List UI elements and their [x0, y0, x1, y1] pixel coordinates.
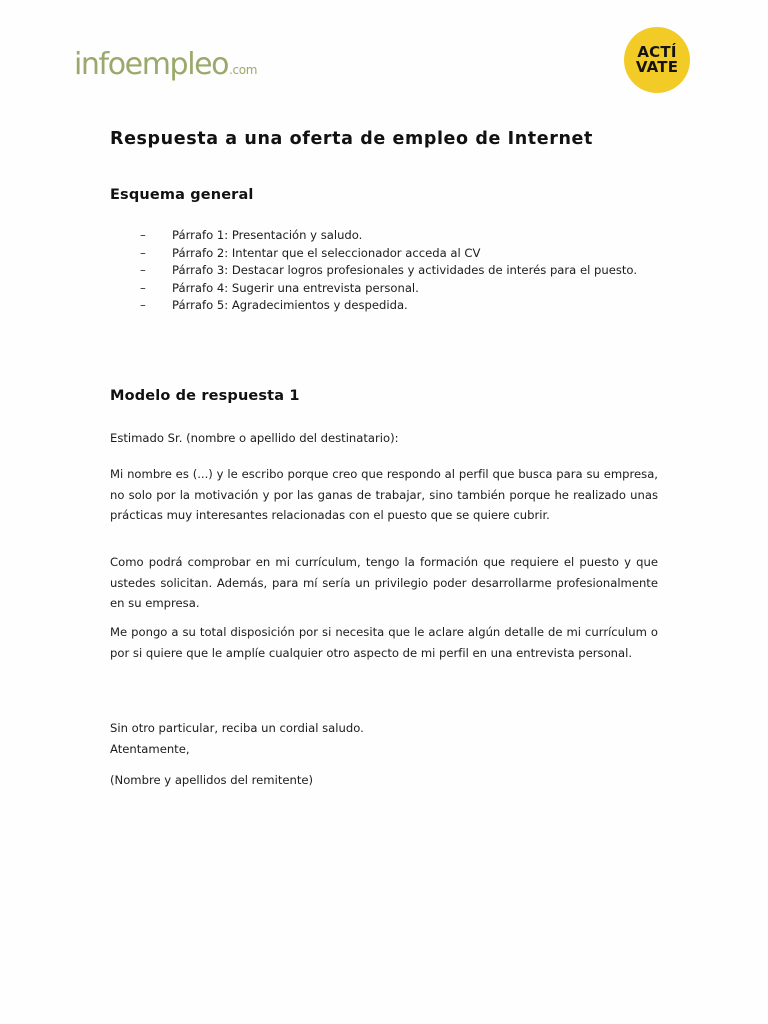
list-item [130, 245, 670, 263]
list-item [130, 227, 670, 245]
page-title: Respuesta a una oferta de empleo de Internet [110, 129, 593, 149]
list-item-text: Párrafo 2: Intentar que el seleccionador acceda al CV [172, 245, 481, 260]
badge-line-1: ACTÍ [637, 42, 677, 61]
logo-tld: .com [229, 63, 257, 77]
list-marker: – [140, 245, 146, 260]
letter-paragraph-3: Me pongo a su total disposición por si necesita que le aclare algún detalle de mi currículum o por si quiere que le amplíe cualquier otro aspecto de mi perfil en una entrevista personal. [110, 625, 658, 660]
list-item [130, 297, 670, 315]
letter-closing-line-1: Sin otro particular, reciba un cordial saludo. [110, 721, 364, 735]
letter-greeting-block [110, 428, 658, 449]
logo-wordmark: infoempleo [74, 47, 229, 82]
list-item-text: Párrafo 1: Presentación y saludo. [172, 228, 363, 242]
letter-signature: (Nombre y apellidos del remitente) [110, 773, 314, 787]
letter-paragraph-1: Mi nombre es (...) y le escribo porque creo que respondo al perfil que busca para su empresa, no solo por la motivación y por las ganas de trabajar, sino también porque he realizado unas prácticas muy interesantes relacionadas con el puesto que se quiere cubrir. [110, 467, 658, 523]
list-marker: – [140, 298, 146, 313]
letter-paragraph-2: Como podrá comprobar en mi currículum, tengo la formación que requiere el puesto y que ustedes solicitan. Además, para mí sería un privilegio poder desarrollarme profesionalmente en su empresa. [110, 555, 658, 611]
list-item [130, 280, 670, 298]
list-marker: – [140, 263, 146, 278]
letter-greeting: Estimado Sr. (nombre o apellido del destinatario): [110, 431, 399, 445]
list-marker: – [140, 280, 146, 295]
list-marker: – [140, 228, 146, 242]
outline-list [130, 227, 670, 315]
model-heading: Modelo de respuesta 1 [110, 388, 300, 404]
list-item-text: Párrafo 4: Sugerir una entrevista personal. [172, 280, 419, 295]
letter-closing-line-2: Atentamente, [110, 741, 190, 756]
letter-closing-block [110, 718, 658, 759]
letter-paragraph-3-block [110, 622, 658, 663]
page-header [0, 0, 768, 115]
list-item [130, 262, 670, 280]
badge-line-2: VATE [635, 58, 679, 76]
list-item-text: Párrafo 3: Destacar logros profesionales y actividades de interés para el puesto. [172, 263, 638, 278]
activate-badge [624, 27, 690, 93]
letter-paragraph-2-block [110, 552, 658, 614]
list-item-text: Párrafo 5: Agradecimientos y despedida. [172, 298, 408, 313]
letter-signature-block [110, 770, 658, 791]
outline-heading: Esquema general [110, 187, 254, 203]
infoempleo-logo [74, 47, 257, 82]
letter-paragraph-1-block [110, 464, 658, 526]
